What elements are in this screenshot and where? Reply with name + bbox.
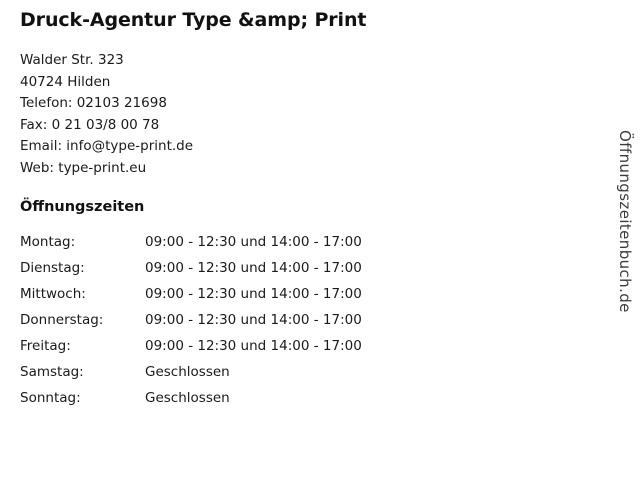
table-row (20, 233, 362, 259)
day-times: Geschlossen (145, 390, 230, 406)
opening-hours-table (20, 233, 362, 415)
address-line-web: Web: type-print.eu (20, 159, 147, 176)
table-row (20, 363, 362, 389)
day-times: 09:00 - 12:30 und 14:00 - 17:00 (145, 260, 362, 276)
day-label: Dienstag: (20, 260, 85, 276)
day-label: Mittwoch: (20, 286, 86, 302)
table-row (20, 259, 362, 285)
page-title: Druck-Agentur Type &amp; Print (20, 9, 367, 31)
address-line-phone: Telefon: 02103 21698 (20, 95, 167, 111)
table-row (20, 285, 362, 311)
day-times: 09:00 - 12:30 und 14:00 - 17:00 (145, 286, 362, 302)
table-row (20, 389, 362, 415)
day-times: 09:00 - 12:30 und 14:00 - 17:00 (145, 338, 362, 354)
day-times: Geschlossen (145, 364, 230, 380)
table-row (20, 311, 362, 337)
address-line-street: Walder Str. 323 (20, 52, 124, 68)
address-block (20, 50, 590, 179)
address-line-city: 40724 Hilden (20, 73, 111, 90)
day-label: Sonntag: (20, 390, 81, 406)
address-line-email: Email: info@type-print.de (20, 138, 194, 154)
day-label: Freitag: (20, 338, 71, 354)
day-times: 09:00 - 12:30 und 14:00 - 17:00 (145, 312, 362, 328)
business-info-block (20, 8, 590, 415)
table-row (20, 337, 362, 363)
day-times: 09:00 - 12:30 und 14:00 - 17:00 (145, 234, 362, 250)
day-label: Samstag: (20, 364, 84, 380)
day-label: Donnerstag: (20, 312, 104, 328)
opening-hours-heading: Öffnungszeiten (20, 199, 145, 215)
watermark-label: Öffnungszeitenbuch.de (616, 130, 634, 313)
address-line-fax: Fax: 0 21 03/8 00 78 (20, 116, 160, 133)
day-label: Montag: (20, 234, 76, 250)
